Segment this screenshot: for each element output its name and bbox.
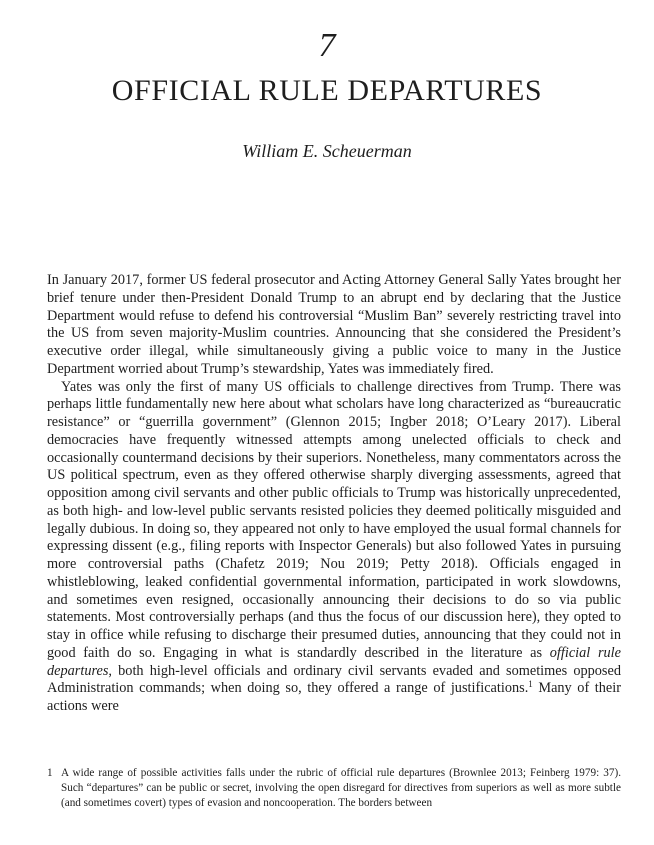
paragraph-2	[47, 379, 621, 716]
chapter-title: OFFICIAL RULE DEPARTURES	[111, 74, 543, 107]
body-text	[47, 272, 621, 716]
paragraph-2-text-c: Many of their actions were	[47, 680, 621, 714]
footnote-reference[interactable]: 1	[528, 679, 533, 690]
paragraph-2-text-b: , both high-level officials and ordinary civil servants evaded and sometimes opposed Administration commands; when doing so, they offered a range of justifications.	[47, 662, 621, 697]
footnote	[47, 766, 621, 811]
footnote-number: 1	[47, 767, 53, 779]
chapter-number: 7	[318, 27, 336, 64]
emphasized-term: official rule departures	[47, 644, 621, 679]
chapter-author: William E. Scheuerman	[242, 141, 412, 161]
footnote-text: A wide range of possible activities falls under the rubric of official rule departures (Brownlee 2013; Feinberg 1979: 37). Such “departures” can be public or secret, involving the open disregard for directives from superiors as well as more subtle (and sometimes covert) types of evasion and noncooperation. The borders between	[61, 767, 621, 809]
paragraph-1: In January 2017, former US federal prosecutor and Acting Attorney General Sally Yates brought her brief tenure under then-President Donald Trump to an abrupt end by declaring that the Justice Department would refuse to defend his controversial “Muslim Ban” severely restricting travel into the US from seven majority-Muslim countries. Announcing that she considered the President’s executive order illegal, while simultaneously giving a public voice to many in the Justice Department worried about Trump’s stewardship, Yates was immediately fired.	[47, 272, 621, 377]
paragraph-2-text-a: Yates was only the first of many US officials to challenge directives from Trump. There was perhaps little fundamentally new here about what scholars have long characterized as “bureaucratic resistance” or “guerrilla government” (Glennon 2015; Ingber 2018; O’Leary 2017). Liberal democracies have frequently witnessed attempts among unelected officials to check and occasionally countermand decisions by their superiors. Nonetheless, many commentators across the US political spectrum, even as they offered otherwise sharply diverging assessments, agreed that opposition among civil servants and other public officials to Trump was historically unprecedented, as both high- and low-level public servants resisted policies they deemed politically misguided and legally dubious. In doing so, they appeared not only to have employed the usual formal channels for expressing dissent (e.g., filing reports with Inspector Generals) but also followed Yates in pursuing more controversial paths (Chafetz 2019; Nou 2019; Petty 2018). Officials engaged in whistleblowing, leaked confidential governmental information, participated in work slowdowns, and sometimes even resigned, occasionally announcing their decisions to do so via public statements. Most controversially perhaps (and thus the focus of our discussion here), they opted to stay in office while refusing to discharge their presumed duties, announcing that they could not in good faith do so. Engaging in what is standardly described in the literature as	[47, 378, 621, 661]
